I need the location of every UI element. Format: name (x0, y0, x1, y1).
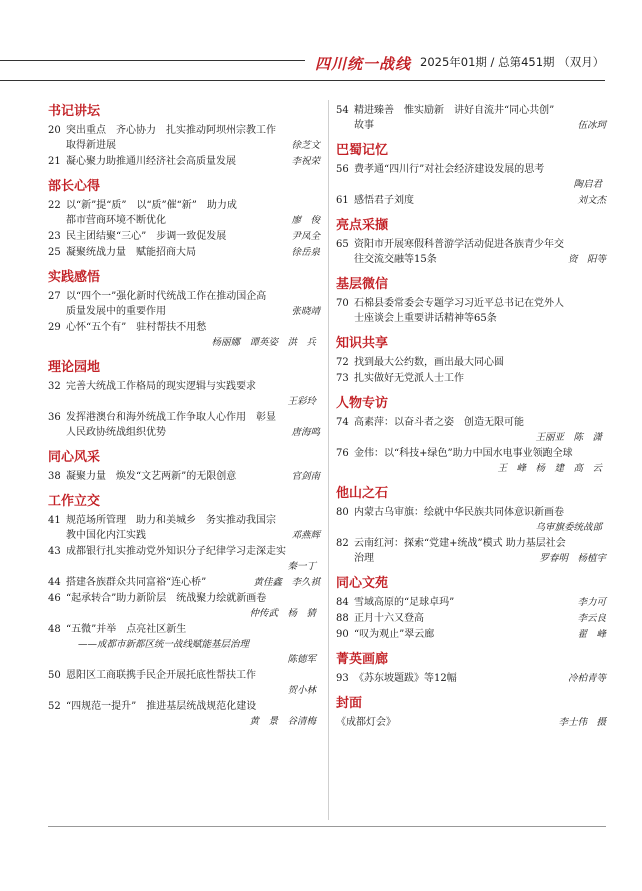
page-number: 72 (336, 357, 349, 368)
page-number: 54 (336, 105, 349, 116)
entry-author: 杨丽娜 谭英姿 洪 兵 (211, 337, 316, 348)
toc-entry[interactable] (48, 575, 320, 590)
page-number: 29 (48, 322, 61, 333)
entry-title-cont: 人民政协统战组织优势 (66, 427, 166, 438)
entry-title: 以“四个一”强化新时代统战工作在推动国企高 (66, 291, 267, 302)
page-number: 36 (48, 412, 61, 423)
toc-section (48, 359, 320, 440)
entry-title: 正月十六又登高 (354, 613, 424, 624)
toc-section (48, 269, 320, 350)
entry-author: 陶启君 (573, 179, 602, 190)
page-number: 56 (336, 164, 349, 175)
entry-title: 石棉县委常委会专题学习习近平总书记在党外人 (354, 298, 564, 309)
toc-section (336, 695, 606, 730)
toc-entry[interactable] (48, 469, 320, 484)
toc-entry[interactable] (336, 627, 606, 642)
toc-entry[interactable] (48, 591, 320, 621)
toc-left-column (48, 103, 320, 738)
toc-section (336, 217, 606, 267)
entry-title: 云南红河：探索“党建+统战”模式 助力基层社会 (354, 538, 566, 549)
issue-info: 2025年01期 / 总第451期 （双月） (420, 55, 605, 69)
toc-entry[interactable] (48, 379, 320, 409)
toc-section (336, 276, 606, 326)
toc-entry[interactable] (336, 715, 606, 730)
toc-entry[interactable] (48, 622, 320, 667)
entry-title: 搭建各族群众共同富裕“连心桥” (66, 577, 207, 588)
header-rule-top (0, 60, 305, 61)
toc-entry[interactable] (336, 505, 606, 535)
section-title: 巴蜀记忆 (336, 143, 389, 158)
section-title: 同心风采 (48, 450, 101, 465)
entry-author: 唐海鸣 (291, 427, 320, 438)
toc-section (48, 493, 320, 729)
page-number: 70 (336, 298, 349, 309)
page-number: 32 (48, 381, 61, 392)
entry-author: 乌审旗委统战部 (535, 522, 602, 533)
entry-title: 内蒙古乌审旗：绘就中华民族共同体意识新画卷 (354, 507, 564, 518)
entry-title: “起承转合”助力新阶层 统战聚力绘就新画卷 (66, 593, 267, 604)
toc-entry[interactable] (336, 595, 606, 610)
entry-title-cont: 取得新进展 (66, 140, 116, 151)
toc-entry[interactable] (48, 668, 320, 698)
section-title: 工作立交 (48, 494, 101, 509)
entry-author: 邓燕辉 (291, 530, 320, 541)
entry-author: 王 峰 杨 建 高 云 (497, 463, 602, 474)
page-header (0, 50, 642, 90)
section-title: 封面 (336, 696, 363, 711)
page-number: 23 (48, 231, 61, 242)
toc-section (336, 142, 606, 208)
entry-author: 王丽亚 陈 潇 (535, 432, 602, 443)
entry-title: 民主团结聚“三心” 步调一致促发展 (66, 231, 227, 242)
entry-title-cont: 士座谈会上重要讲话精神等65条 (354, 313, 497, 324)
page-number: 88 (336, 613, 349, 624)
toc-entry[interactable] (336, 611, 606, 626)
page-number: 90 (336, 629, 349, 640)
toc-entry[interactable] (48, 513, 320, 543)
page-number: 22 (48, 200, 61, 211)
toc-entry[interactable] (48, 410, 320, 440)
entry-author: 张晓靖 (291, 306, 320, 317)
entry-author: 刘文杰 (577, 195, 606, 206)
entry-author: 陈德军 (287, 654, 316, 665)
section-title: 基层微信 (336, 277, 389, 292)
page-number: 25 (48, 247, 61, 258)
toc-entry[interactable] (48, 154, 320, 169)
entry-author: 徐岳泉 (291, 247, 320, 258)
toc-entry[interactable] (336, 415, 606, 445)
page-number: 48 (48, 624, 61, 635)
entry-title: 凝心聚力助推通川经济社会高质量发展 (66, 156, 236, 167)
entry-title: 完善大统战工作格局的现实逻辑与实践要求 (66, 381, 256, 392)
toc-entry[interactable] (336, 237, 606, 267)
entry-author: 徐芝文 (291, 140, 320, 151)
magazine-title: 四川统一战线 (315, 55, 412, 73)
section-title: 部长心得 (48, 179, 101, 194)
entry-author: 翟 峰 (577, 629, 606, 640)
section-title: 他山之石 (336, 486, 389, 501)
toc-entry[interactable] (336, 296, 606, 326)
section-title: 同心文苑 (336, 576, 389, 591)
page-number: 80 (336, 507, 349, 518)
entry-title: 费孝通“四川行”对社会经济建设发展的思考 (354, 164, 545, 175)
section-title: 实践感悟 (48, 270, 101, 285)
toc-entry[interactable] (48, 198, 320, 228)
entry-title: 凝聚力量 焕发“文艺两新”的无限创意 (66, 471, 237, 482)
toc-entry[interactable] (48, 229, 320, 244)
page-number: 82 (336, 538, 349, 549)
entry-author: 黄佳鑫 李久祺 (253, 577, 320, 588)
entry-title: 恩阳区工商联携手民企开展托底性帮扶工作 (66, 670, 256, 681)
entry-title-cont: 往交流交融等15条 (354, 254, 437, 265)
page-number: 65 (336, 239, 349, 250)
entry-title: 感悟君子刘度 (354, 195, 414, 206)
page-number: 73 (336, 373, 349, 384)
section-title: 理论园地 (48, 360, 101, 375)
entry-author: 黄 景 谷清梅 (249, 716, 316, 727)
section-title: 书记讲坛 (48, 104, 101, 119)
toc-section (48, 449, 320, 484)
toc-section (336, 485, 606, 566)
entry-title: 凝聚统战力量 赋能招商大局 (66, 247, 196, 258)
page-number: 93 (336, 673, 349, 684)
page-number: 44 (48, 577, 61, 588)
page-number: 76 (336, 448, 349, 459)
entry-title-cont: 故事 (354, 120, 374, 131)
entry-title: 成都银行扎实推动党外知识分子纪律学习走深走实 (66, 546, 286, 557)
entry-title: “四规范一提升” 推进基层统战规范化建设 (66, 701, 257, 712)
page-number: 50 (48, 670, 61, 681)
toc-entry[interactable] (336, 162, 606, 192)
header-rule-bottom (0, 80, 605, 81)
entry-author: 王彩玲 (287, 396, 316, 407)
entry-title: 金伟：以“科技+绿色”助力中国水电事业领跑全球 (354, 448, 573, 459)
section-title: 人物专访 (336, 396, 389, 411)
page-number: 21 (48, 156, 61, 167)
toc-entry[interactable] (336, 671, 606, 686)
page-number: 52 (48, 701, 61, 712)
entry-subtitle: ——成都市新都区统一战线赋能基层治理 (78, 639, 250, 650)
toc-entry[interactable] (336, 446, 606, 476)
entry-title: 精进臻善 惟实励新 讲好自流井“同心共创” (354, 105, 555, 116)
toc-entry[interactable] (336, 371, 606, 386)
entry-title: 发挥港澳台和海外统战工作争取人心作用 彰显 (66, 412, 276, 423)
page-number: 43 (48, 546, 61, 557)
entry-author: 秦一丁 (287, 561, 316, 572)
entry-author: 尹凤全 (291, 231, 320, 242)
entry-title: 以“新”提“质” 以“质”催“新” 助力成 (66, 200, 237, 211)
toc-entry[interactable] (336, 355, 606, 370)
page-number: 84 (336, 597, 349, 608)
toc-section-continued (336, 103, 606, 133)
toc-entry[interactable] (336, 103, 606, 133)
entry-title: “五微”并举 点亮社区新生 (66, 624, 187, 635)
toc-section (336, 651, 606, 686)
entry-author: 贺小林 (287, 685, 316, 696)
entry-title: 《成都灯会》 (336, 717, 396, 728)
entry-title: “叹为观止”翠云廊 (354, 629, 435, 640)
entry-author: 冷柏青等 (567, 673, 606, 684)
page-number: 41 (48, 515, 61, 526)
page-number: 20 (48, 125, 61, 136)
entry-author: 李士伟 摄 (558, 717, 606, 728)
page-number: 61 (336, 195, 349, 206)
entry-title: 《苏东坡题跋》等12幅 (354, 673, 457, 684)
entry-author: 李力可 (577, 597, 606, 608)
entry-title: 规范场所管理 助力和美城乡 务实推动我国宗 (66, 515, 276, 526)
entry-author: 资 阳等 (567, 254, 606, 265)
column-divider (328, 100, 329, 820)
entry-author: 李云良 (577, 613, 606, 624)
entry-title: 找到最大公约数，画出最大同心圆 (354, 357, 504, 368)
toc-entry[interactable] (48, 245, 320, 260)
page-number: 38 (48, 471, 61, 482)
entry-title: 资阳市开展寒假科普游学活动促进各族青少年交 (354, 239, 564, 250)
entry-title-cont: 都市营商环境不断优化 (66, 215, 166, 226)
entry-title-cont: 质量发展中的重要作用 (66, 306, 166, 317)
toc-right-column (336, 103, 606, 739)
entry-author: 官剑南 (291, 471, 320, 482)
entry-title: 雪域高原的“足球卓玛” (354, 597, 455, 608)
entry-title: 扎实做好无党派人士工作 (354, 373, 464, 384)
entry-author: 仲传武 杨 猜 (249, 608, 316, 619)
entry-title: 高素萍：以奋斗者之姿 创造无限可能 (354, 417, 524, 428)
entry-title-cont: 治理 (354, 553, 374, 564)
entry-title: 突出重点 齐心协力 扎实推动阿坝州宗教工作 (66, 125, 276, 136)
entry-author: 李祝荣 (291, 156, 320, 167)
page-number: 27 (48, 291, 61, 302)
toc-entry[interactable] (336, 536, 606, 566)
entry-title: 心怀“五个有” 驻村帮扶不用愁 (66, 322, 207, 333)
section-title: 菁英画廊 (336, 652, 389, 667)
toc-section (48, 103, 320, 169)
toc-entry[interactable] (336, 193, 606, 208)
section-title: 亮点采撷 (336, 218, 389, 233)
toc-entry[interactable] (48, 699, 320, 729)
toc-section (336, 335, 606, 386)
toc-section (48, 178, 320, 260)
toc-section (336, 575, 606, 642)
entry-author: 罗春明 杨植宇 (539, 553, 606, 564)
toc-entry[interactable] (48, 544, 320, 574)
page-number: 46 (48, 593, 61, 604)
section-title: 知识共享 (336, 336, 389, 351)
page-number: 74 (336, 417, 349, 428)
toc-section (336, 395, 606, 476)
entry-title-cont: 教中国化内江实践 (66, 530, 146, 541)
footer-rule (48, 826, 606, 827)
entry-author: 廖 俊 (291, 215, 320, 226)
toc-entry[interactable] (48, 320, 320, 350)
entry-author: 伍冰珂 (577, 120, 606, 131)
toc-entry[interactable] (48, 289, 320, 319)
toc-entry[interactable] (48, 123, 320, 153)
